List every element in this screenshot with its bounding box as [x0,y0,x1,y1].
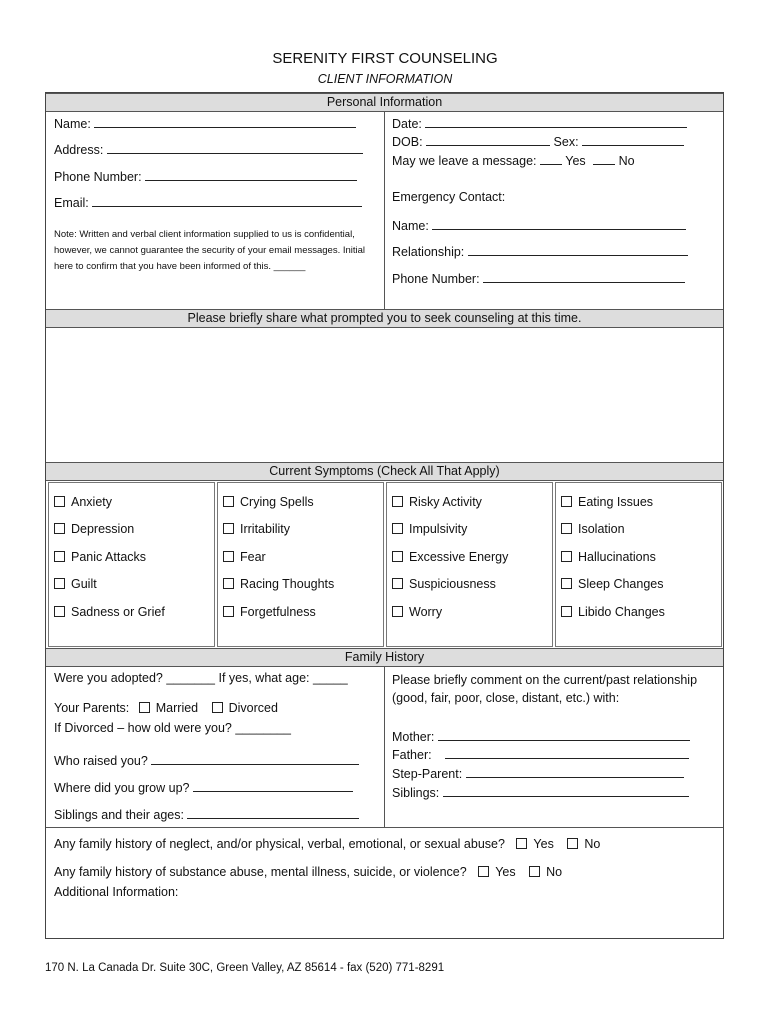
address-field[interactable]: Address: [54,141,363,157]
symptom-fear[interactable] [223,550,266,564]
symptom-excessive-energy[interactable] [392,550,508,564]
substance-no-checkbox[interactable] [529,866,540,877]
ec-relationship-field[interactable]: Relationship: [392,243,688,259]
ec-name-field[interactable]: Name: [392,217,686,233]
symptom-panic-attacks[interactable] [54,550,146,564]
raised-by-line[interactable] [151,752,359,765]
email-field[interactable]: Email: [54,194,362,210]
divorced-age-question[interactable]: If Divorced – how old were you? ________ [54,721,291,735]
message-yes-line[interactable] [540,152,562,165]
symptom-irritability[interactable] [223,522,290,536]
symptom-label: Forgetfulness [240,605,316,619]
symptom-guilt[interactable] [54,577,97,591]
parents-row: Your Parents: Married Divorced [54,701,278,715]
symptom-label: Eating Issues [578,495,654,509]
adopted-question[interactable]: Were you adopted? _______ If yes, what age: _____ [54,671,348,685]
mother-line[interactable] [438,728,690,741]
symptom-label: Hallucinations [578,550,656,564]
dob-sex-row[interactable]: DOB: Sex: [392,133,684,149]
symptom-label: Risky Activity [409,495,482,509]
additional-info-label: Additional Information: [54,885,179,899]
checkbox-isolation[interactable] [561,523,572,534]
phone-field[interactable]: Phone Number: [54,168,357,184]
mother-field[interactable]: Mother: [392,728,690,744]
checkbox-sadness-or-grief[interactable] [54,606,65,617]
checkbox-risky-activity[interactable] [392,496,403,507]
privacy-note: Note: Written and verbal client information supplied to us is confidential, however, we cannot guarantee the security of your email messages. Initial here to confirm that you have been informed of this. ______ [54,229,366,272]
name-field[interactable]: Name: [54,115,356,131]
symptom-label: Guilt [71,577,97,591]
name-line[interactable] [94,115,356,128]
symptom-label: Crying Spells [240,495,314,509]
family-divider [384,667,385,827]
address-line[interactable] [107,141,363,154]
symptom-label: Impulsivity [409,522,468,536]
siblings-ages-field[interactable]: Siblings and their ages: [54,806,359,822]
date-field[interactable]: Date: [392,115,687,131]
sex-line[interactable] [582,133,684,146]
father-line[interactable] [445,746,689,759]
grew-up-field[interactable]: Where did you grow up? [54,779,353,795]
symptom-label: Sadness or Grief [71,605,165,619]
symptom-label: Worry [409,605,443,619]
ec-relationship-line[interactable] [468,243,688,256]
symptom-anxiety[interactable] [54,495,112,509]
footer-address: 170 N. La Canada Dr. Suite 30C, Green Valley, AZ 85614 - fax (520) 771-8291 [45,962,445,974]
symptom-crying-spells[interactable] [223,495,314,509]
form-frame [45,92,724,939]
form-subtitle: CLIENT INFORMATION [317,72,453,86]
ec-phone-line[interactable] [483,270,685,283]
grew-up-line[interactable] [193,779,353,792]
symptom-depression[interactable] [54,522,134,536]
step-parent-field[interactable]: Step-Parent: [392,765,684,781]
checkbox-guilt[interactable] [54,578,65,589]
relationship-siblings-line[interactable] [443,784,689,797]
symptom-label: Excessive Energy [409,550,509,564]
relationship-intro: Please briefly comment on the current/past relationship (good, fair, poor, close, distant, etc.) with: [392,673,698,705]
personal-info-header: Personal Information [46,93,723,112]
relationship-siblings-field[interactable]: Siblings: [392,784,689,800]
symptom-racing-thoughts[interactable] [223,577,334,591]
phone-line[interactable] [145,168,357,181]
reason-header: Please briefly share what prompted you to seek counseling at this time. [46,309,723,328]
symptom-label: Fear [240,550,266,564]
substance-question-row: Any family history of substance abuse, mental illness, suicide, or violence? Yes No [54,865,563,879]
emergency-contact-label: Emergency Contact: [392,190,506,204]
additional-info-textarea[interactable] [46,901,723,937]
symptom-libido-changes[interactable] [561,605,665,619]
checkbox-worry[interactable] [392,606,403,617]
checkbox-excessive-energy[interactable] [392,551,403,562]
checkbox-anxiety[interactable] [54,496,65,507]
ec-phone-field[interactable]: Phone Number: [392,270,685,286]
checkbox-hallucinations[interactable] [561,551,572,562]
reason-textarea[interactable] [46,328,723,462]
checkbox-depression[interactable] [54,523,65,534]
checkbox-crying-spells[interactable] [223,496,234,507]
raised-by-field[interactable]: Who raised you? [54,752,359,768]
checkbox-sleep-changes[interactable] [561,578,572,589]
personal-divider [384,112,385,309]
symptoms-header: Current Symptoms (Check All That Apply) [46,462,723,481]
divorced-checkbox[interactable] [212,702,223,713]
step-parent-line[interactable] [466,765,684,778]
symptom-sadness-or-grief[interactable] [54,605,165,619]
form-title: SERENITY FIRST COUNSELING [272,50,498,67]
family-history-header: Family History [46,648,723,667]
checkbox-libido-changes[interactable] [561,606,572,617]
symptom-impulsivity[interactable] [392,522,467,536]
message-no-line[interactable] [593,152,615,165]
history-divider [46,827,723,828]
substance-yes-checkbox[interactable] [478,866,489,877]
checkbox-fear[interactable] [223,551,234,562]
checkbox-eating-issues[interactable] [561,496,572,507]
checkbox-suspiciousness[interactable] [392,578,403,589]
symptom-label: Irritability [240,522,291,536]
ec-name-line[interactable] [432,217,686,230]
symptom-hallucinations[interactable] [561,550,656,564]
neglect-yes-checkbox[interactable] [516,838,527,849]
symptom-forgetfulness[interactable] [223,605,316,619]
checkbox-panic-attacks[interactable] [54,551,65,562]
checkbox-forgetfulness[interactable] [223,606,234,617]
symptom-eating-issues[interactable] [561,495,653,509]
neglect-question-row: Any family history of neglect, and/or physical, verbal, emotional, or sexual abuse? Yes No [54,837,601,851]
symptom-label: Isolation [578,522,625,536]
checkbox-irritability[interactable] [223,523,234,534]
symptom-label: Panic Attacks [71,550,147,564]
leave-message-row[interactable]: May we leave a message: Yes No [392,154,635,168]
symptom-isolation[interactable] [561,522,625,536]
date-line[interactable] [425,115,687,128]
symptom-label: Anxiety [71,495,112,509]
symptom-label: Suspiciousness [409,577,496,591]
checkbox-impulsivity[interactable] [392,523,403,534]
siblings-ages-line[interactable] [187,806,359,819]
married-checkbox[interactable] [139,702,150,713]
symptom-label: Depression [71,522,135,536]
dob-line[interactable] [426,133,550,146]
symptom-label: Sleep Changes [578,577,664,591]
symptom-risky-activity[interactable] [392,495,482,509]
father-field[interactable]: Father: [392,746,689,762]
symptom-label: Racing Thoughts [240,577,335,591]
checkbox-racing-thoughts[interactable] [223,578,234,589]
email-line[interactable] [92,194,362,207]
neglect-no-checkbox[interactable] [567,838,578,849]
symptom-suspiciousness[interactable] [392,577,496,591]
symptom-worry[interactable] [392,605,442,619]
symptom-sleep-changes[interactable] [561,577,663,591]
symptom-label: Libido Changes [578,605,665,619]
